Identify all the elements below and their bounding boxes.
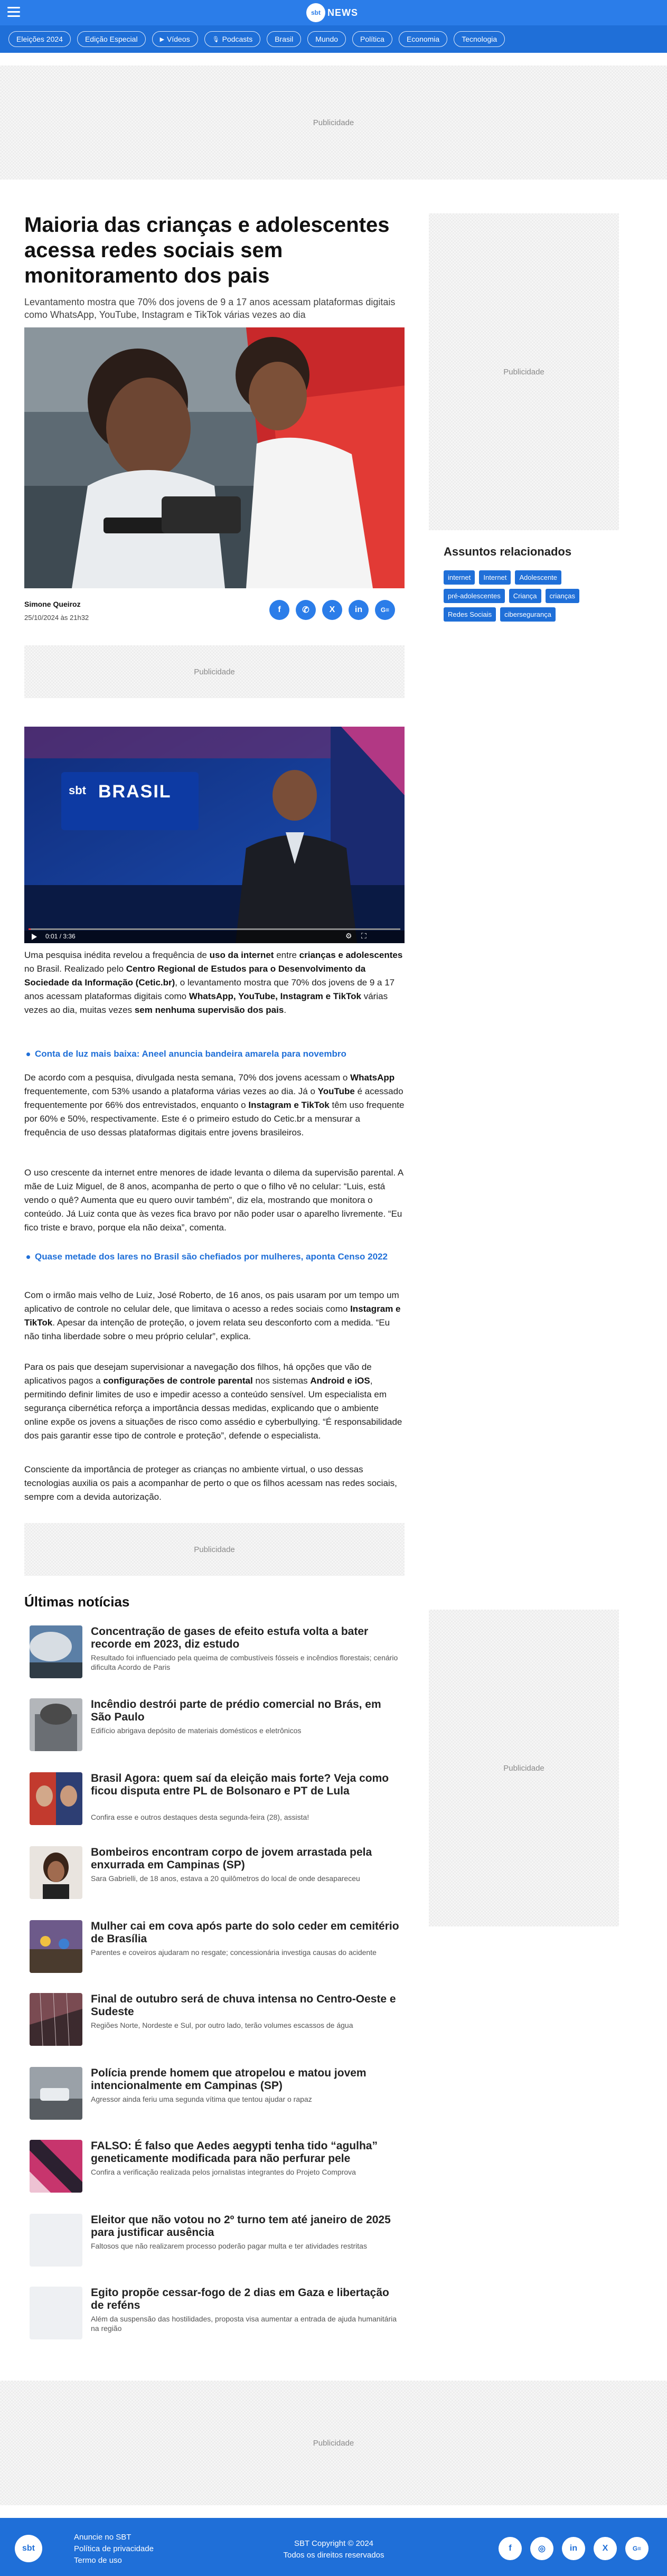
site-footer <box>0 2518 667 2576</box>
footer-links <box>74 2532 154 2566</box>
x-icon[interactable]: X <box>322 600 342 620</box>
tag-item[interactable]: crianças <box>546 589 579 603</box>
news-thumbnail-placeholder <box>30 2214 82 2267</box>
hamburger-menu-icon[interactable] <box>7 7 20 17</box>
related-tags <box>444 570 618 622</box>
ad-banner-top[interactable]: Publicidade <box>0 65 667 180</box>
microphone-icon: 🎙 <box>212 36 220 43</box>
news-description: Confira esse e outros destaques desta segunda-feira (28), assista! <box>91 1813 309 1821</box>
tag-item[interactable]: Adolescente <box>515 570 561 585</box>
news-item[interactable] <box>30 1920 406 1978</box>
news-item[interactable] <box>30 1993 406 2051</box>
news-item[interactable] <box>30 1625 406 1684</box>
news-title: Concentração de gases de efeito estufa volta a bater recorde em 2023, diz estudo <box>91 1625 369 1650</box>
nav-edicao-especial[interactable]: Edição Especial <box>77 31 146 47</box>
nav-politica[interactable]: Política <box>352 31 392 47</box>
news-thumbnail <box>30 1698 82 1751</box>
news-item[interactable] <box>30 1846 406 1904</box>
nav-economia[interactable]: Economia <box>399 31 447 47</box>
news-title: Bombeiros encontram corpo de jovem arrastada pela enxurrada em Campinas (SP) <box>91 1846 372 1871</box>
tag-item[interactable]: internet <box>444 570 475 585</box>
news-item[interactable] <box>30 2140 406 2198</box>
news-description: Confira a verificação realizada pelos jornalistas integrantes do Projeto Comprova <box>91 2168 356 2176</box>
news-thumbnail-placeholder <box>30 2287 82 2339</box>
share-bar <box>269 600 395 620</box>
news-description: Edifício abrigava depósito de materiais domésticos e eletrônicos <box>91 1726 302 1735</box>
ad-sidebar-1[interactable]: Publicidade <box>429 213 619 530</box>
google-news-icon[interactable]: G≡ <box>625 2537 649 2560</box>
news-title: Polícia prende homem que atropelou e matou jovem intencionalmente em Campinas (SP) <box>91 2067 367 2092</box>
news-description: Além da suspensão das hostilidades, proposta visa aumentar a entrada de ajuda humanitária na região <box>91 2315 397 2333</box>
news-item[interactable] <box>30 2287 406 2345</box>
paragraph-1: Uma pesquisa inédita revelou a frequência de uso da internet entre crianças e adolescentes no Brasil. Realizado pelo Centro Regional de Estudos para o Desenvolvimento da Sociedade da Informação (Cetic.br), o levantamento mostra que 70% dos jovens de 9 a 17 anos acessam plataformas digitais como WhatsApp, YouTube, Instagram e TikTok várias vezes ao dia, muitas vezes sem nenhuma supervisão dos pais. <box>24 950 403 1015</box>
google-news-icon[interactable]: G≡ <box>375 600 395 620</box>
site-logo[interactable] <box>306 3 358 22</box>
news-title: Mulher cai em cova após parte do solo ceder em cemitério de Brasília <box>91 1920 399 1945</box>
footer-link-terms[interactable]: Termo de uso <box>74 2556 122 2565</box>
related-link-1[interactable]: Conta de luz mais baixa: Aneel anuncia bandeira amarela para novembro <box>35 1048 405 1060</box>
brand-name: NEWS <box>327 7 358 18</box>
footer-copyright <box>281 2538 387 2561</box>
news-description: Parentes e coveiros ajudaram no resgate; concessionária investiga causas do acidente <box>91 1948 377 1957</box>
footer-link-privacy[interactable]: Política de privacidade <box>74 2544 154 2553</box>
news-title: Egito propõe cessar-fogo de 2 dias em Gaza e libertação de reféns <box>91 2287 389 2311</box>
article-subtitle: Levantamento mostra que 70% dos jovens de 9 a 17 anos acessam plataformas digitais como WhatsApp, YouTube, Instagram e TikTok várias vezes ao dia <box>24 297 396 320</box>
news-item[interactable] <box>30 2067 406 2125</box>
article-title: Maioria das crianças e adolescentes acessa redes sociais sem monitoramento dos pais <box>24 213 390 287</box>
latest-news-heading: Últimas notícias <box>24 1594 130 1610</box>
news-thumbnail <box>30 1920 82 1973</box>
linkedin-icon[interactable]: in <box>562 2537 585 2560</box>
paragraph-4: Com o irmão mais velho de Luiz, José Roberto, de 16 anos, os pais usaram por um tempo um aplicativo de controle no celular dele, que limitava o acesso a redes sociais como Instagram e TikTok. Apesar da intenção de proteção, o jovem relata seu desconforto com a medida. “Eu não tinha liberdade sobre o meu próprio celular”, explica. <box>24 1290 401 1341</box>
whatsapp-icon[interactable]: ✆ <box>296 600 316 620</box>
video-brand: sbt <box>69 784 86 797</box>
play-icon: ▶ <box>159 36 165 43</box>
video-settings-icon[interactable]: ⚙ <box>345 932 352 940</box>
news-description: Agressor ainda feriu uma segunda vítima que tentou ajudar o rapaz <box>91 2095 312 2103</box>
news-item[interactable] <box>30 2214 406 2272</box>
news-description: Resultado foi influenciado pela queima de combustíveis fósseis e incêndios florestais; cenário dificulta Acordo de Paris <box>91 1653 398 1671</box>
news-item[interactable] <box>30 1698 406 1756</box>
fullscreen-icon[interactable]: ⛶ <box>361 932 367 940</box>
author-name[interactable]: Simone Queiroz <box>24 600 81 608</box>
footer-logo[interactable]: sbt <box>15 2535 42 2562</box>
news-thumbnail <box>30 1993 82 2046</box>
news-description: Sara Gabrielli, de 18 anos, estava a 20 quilômetros do local de onde desapareceu <box>91 1874 360 1883</box>
ad-banner-bottom[interactable]: Publicidade <box>0 2381 667 2505</box>
nav-eleicoes[interactable]: Eleições 2024 <box>8 31 71 47</box>
nav-brasil[interactable]: Brasil <box>267 31 301 47</box>
news-thumbnail <box>30 2140 82 2193</box>
nav-podcasts[interactable]: 🎙 Podcasts <box>204 31 261 47</box>
ad-sidebar-2[interactable]: Publicidade <box>429 1610 619 1926</box>
video-frame-illustration <box>24 727 405 943</box>
news-title: Brasil Agora: quem saí da eleição mais forte? Veja como ficou disputa entre PL de Bolsonaro e PT de Lula <box>91 1772 389 1797</box>
news-thumbnail <box>30 2067 82 2120</box>
linkedin-icon[interactable]: in <box>349 600 369 620</box>
rights-text: Todos os direitos reservados <box>283 2551 384 2560</box>
news-thumbnail <box>30 1846 82 1899</box>
news-title: FALSO: É falso que Aedes aegypti tenha tido “agulha” geneticamente modificada para não perfurar pele <box>91 2140 378 2165</box>
facebook-icon[interactable]: f <box>269 600 289 620</box>
instagram-icon[interactable]: ◎ <box>530 2537 553 2560</box>
news-item[interactable] <box>30 1772 406 1830</box>
ad-inline-2[interactable]: Publicidade <box>24 1523 405 1576</box>
facebook-icon[interactable]: f <box>499 2537 522 2560</box>
video-program: BRASIL <box>98 782 172 802</box>
paragraph-3: O uso crescente da internet entre menores de idade levanta o dilema da supervisão parental. A mãe de Luiz Miguel, de 8 anos, acompanha de perto o que o filho vê no celular: “Luis, está vendo o quê? Aumenta que eu quero ouvir também”, diz ela, mostrando que monitora o conteúdo. Já Luiz conta que às vezes fica bravo por não poder usar o aparelho livremente. “Eu fico triste e bravo, porque ela não deixa”, comenta. <box>24 1168 403 1233</box>
paragraph-2: De acordo com a pesquisa, divulgada nesta semana, 70% dos jovens acessam o WhatsApp frequentemente, com 53% usando a plataforma várias vezes ao dia. Já o YouTube é acessado frequentemente por 66% dos entrevistados, enquanto o Instagram e TikTok têm uso frequente por 60% e 50%, respectivamente. Este é o primeiro estudo do Cetic.br a mensurar a frequência de uso dessas plataformas digitais entre jovens brasileiros. <box>24 1073 405 1137</box>
nav-mundo[interactable]: Mundo <box>307 31 346 47</box>
sbt-logo-mark: sbt <box>306 3 325 22</box>
news-thumbnail <box>30 1772 82 1825</box>
related-link-2[interactable]: Quase metade dos lares no Brasil são chefiados por mulheres, aponta Censo 2022 <box>35 1251 405 1263</box>
tag-item[interactable]: pré-adolescentes <box>444 589 505 603</box>
footer-social <box>499 2537 649 2560</box>
hero-photo-illustration <box>24 327 405 588</box>
tag-item[interactable]: Criança <box>509 589 541 603</box>
tag-item[interactable]: Internet <box>479 570 511 585</box>
news-title: Incêndio destrói parte de prédio comercial no Brás, em São Paulo <box>91 1698 381 1723</box>
nav-tecnologia[interactable]: Tecnologia <box>454 31 505 47</box>
top-bar <box>0 0 667 25</box>
nav-videos[interactable]: ▶ Vídeos <box>152 31 198 47</box>
paragraph-6: Consciente da importância de proteger as crianças no ambiente virtual, o uso dessas tecnologias auxilia os pais a acompanhar de perto o que os filhos acessam nas redes sociais, sempre com a devida autorização. <box>24 1464 397 1502</box>
news-thumbnail <box>30 1625 82 1678</box>
video-player[interactable] <box>24 727 405 943</box>
hero-image <box>24 327 405 588</box>
news-description: Regiões Norte, Nordeste e Sul, por outro lado, terão volumes escassos de água <box>91 2021 353 2029</box>
tag-item[interactable]: cibersegurança <box>500 607 556 622</box>
copyright-text: SBT Copyright © 2024 <box>294 2539 374 2548</box>
news-title: Final de outubro será de chuva intensa no Centro-Oeste e Sudeste <box>91 1993 396 2018</box>
category-nav <box>0 25 667 53</box>
tag-item[interactable]: Redes Sociais <box>444 607 496 622</box>
footer-link-advertise[interactable]: Anuncie no SBT <box>74 2533 131 2542</box>
related-topics-title: Assuntos relacionados <box>444 545 572 558</box>
news-description: Faltosos que não realizarem processo poderão pagar multa e ter atividades restritas <box>91 2242 367 2250</box>
publish-date: 25/10/2024 às 21h32 <box>24 614 89 622</box>
news-title: Eleitor que não votou no 2º turno tem até janeiro de 2025 para justificar ausência <box>91 2214 391 2239</box>
video-time: 0:01 / 3:36 <box>45 933 76 940</box>
paragraph-5: Para os pais que desejam supervisionar a navegação dos filhos, há opções que vão de aplicativos pagos a configurações de controle parental nos sistemas Android e iOS, permitindo definir limites de uso e impedir acesso a conteúdo sensível. Um especialista em segurança cibernética reforça a importância dessas medidas, explicando que o ambiente online expõe os jovens a situações de risco como assédio e cyberbullying. “É responsabilidade dos pais garantir esse tipo de controle e proteção”, defende o especialista. <box>24 1362 402 1441</box>
x-icon[interactable]: X <box>594 2537 617 2560</box>
ad-inline-1[interactable]: Publicidade <box>24 645 405 698</box>
